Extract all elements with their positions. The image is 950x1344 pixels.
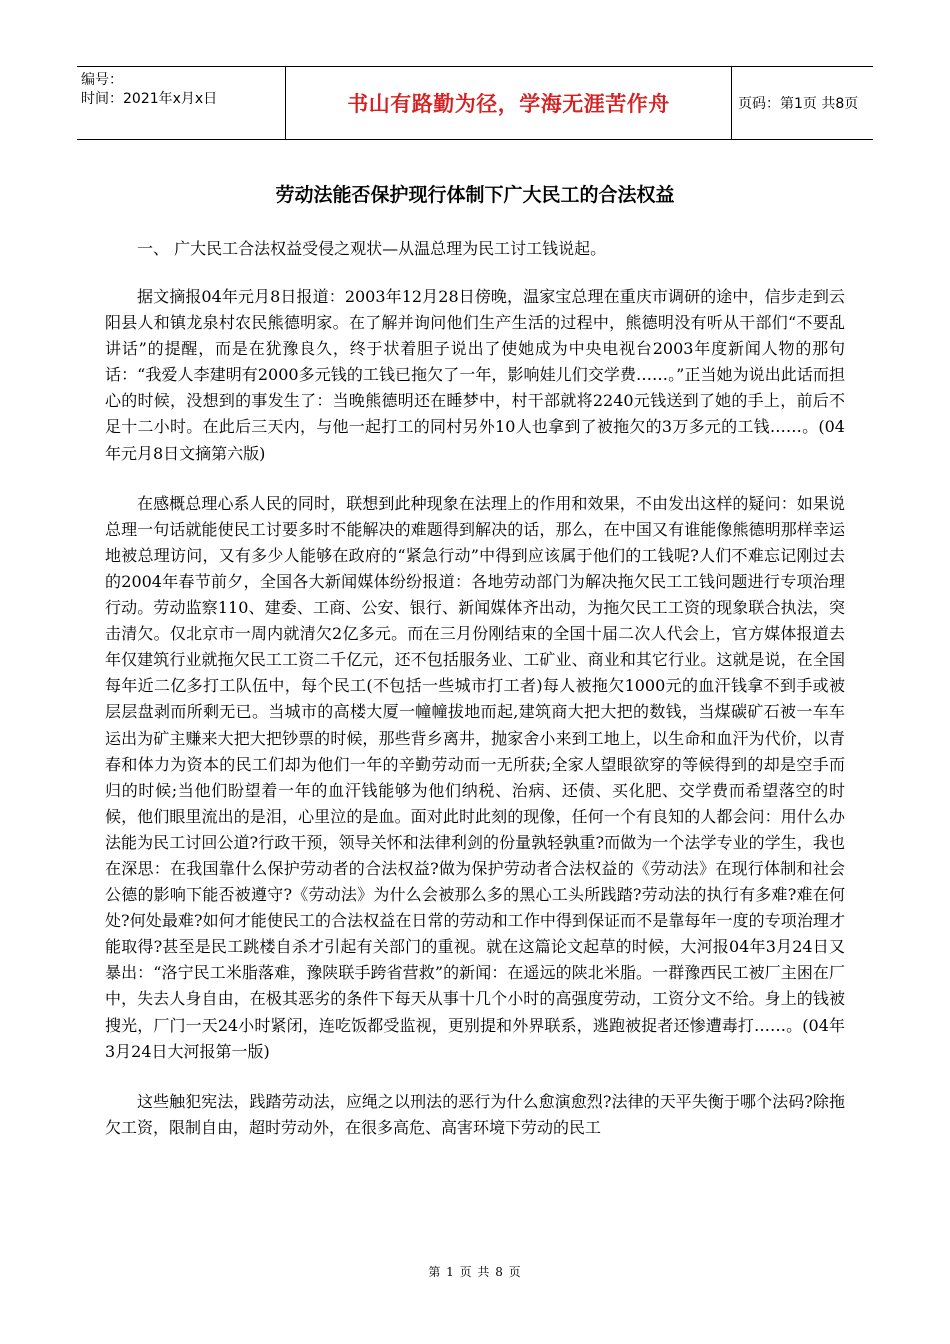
page-header [77, 66, 873, 140]
header-motto: 书山有路勤为径，学海无涯苦作舟 [347, 92, 670, 116]
document-title: 劳动法能否保护现行体制下广大民工的合法权益 [275, 184, 675, 206]
document-time-label: 时间：2021年x月x日 [81, 91, 218, 107]
body-paragraph: 据文摘报04年元月8日报道：2003年12月28日傍晚，温家宝总理在重庆市调研的途中，信步走到云阳县人和镇龙泉村农民熊德明家。在了解并询问他们生产生活的过程中，熊德明没有听从干部们“不要乱讲话”的提醒，而是在犹豫良久，终于状着胆子说出了使她成为中央电视台2003年度新闻人物的那句话：“我爱人李建明有2000多元钱的工钱已拖欠了一年，影响娃儿们交学费……。”正当她为说出此话而担心的时候，没想到的事发生了：当晚熊德明还在睡梦中，村干部就将2240元钱送到了她的手上，前后不足十二小时。在此后三天内，与他一起打工的同村另外10人也拿到了被拖欠的3万多元的工钱……。(04年元月8日文摘第六版) [105, 287, 845, 463]
document-number-label: 编号： [81, 72, 123, 88]
header-page-cell [732, 67, 873, 139]
section-heading: 一、 广大民工合法权益受侵之观状—从温总理为民工讨工钱说起。 [137, 239, 607, 258]
document-body [105, 236, 845, 1165]
header-page-info: 页码：第1页 共8页 [738, 96, 859, 112]
body-paragraph: 这些触犯宪法，践踏劳动法，应绳之以刑法的恶行为什么愈演愈烈?法律的天平失衡于哪个法码?除拖欠工资，限制自由，超时劳动外，在很多高危、高害环境下劳动的民工 [105, 1091, 845, 1137]
body-paragraph: 在感概总理心系人民的同时，联想到此种现象在法理上的作用和效果，不由发出这样的疑问：如果说总理一句话就能使民工讨要多时不能解决的难题得到解决的话，那么，在中国又有谁能像熊德明那样幸运地被总理访问，又有多少人能够在政府的“紧急行动”中得到应该属于他们的工钱呢?人们不难忘记刚过去的2004年春节前夕，全国各大新闻媒体纷纷报道：各地劳动部门为解决拖欠民工工钱问题进行专项治理行动。劳动监察110、建委、工商、公安、银行、新闻媒体齐出动，为拖欠民工工资的现象联合执法，突击清欠。仅北京市一周内就清欠2亿多元。而在三月份刚结束的全国十届二次人代会上，官方媒体报道去年仅建筑行业就拖欠民工工资二千亿元，还不包括服务业、工矿业、商业和其它行业。这就是说，在全国每年近二亿多打工队伍中，每个民工(不包括一些城市打工者)每人被拖欠1000元的血汗钱拿不到手或被层层盘剥而所剩无已。当城市的高楼大厦一幢幢拔地而起,建筑商大把大把的数钱，当煤碳矿石被一车车运出为矿主赚来大把大把钞票的时候，那些背乡离井，抛家舍小来到工地上，以生命和血汗为代价，以青春和体力为资本的民工们却为他们一年的辛勤劳动而一无所获;全家人望眼欲穿的等候得到的却是空手而归的时候;当他们盼望着一年的血汗钱能够为他们纳税、治病、还债、买化肥、交学费而希望落空的时候，他们眼里流出的是泪，心里泣的是血。面对此时此刻的现像，任何一个有良知的人都会问：用什么办法能为民工讨回公道?行政干预，领导关怀和法律利剑的份量孰轻孰重?而做为一个法学专业的学生，我也在深思：在我国靠什么保护劳动者的合法权益?做为保护劳动者合法权益的《劳动法》在现行体制和社会公德的影响下能否被遵守?《劳动法》为什么会被那么多的黑心工头所践踏?劳动法的执行有多难?难在何处?何处最难?如何才能使民工的合法权益在日常的劳动和工作中得到保证而不是靠每年一度的专项治理才能取得?甚至是民工跳楼自杀才引起有关部门的重视。就在这篇论文起草的时候，大河报04年3月24日又暴出：“洛宁民工米脂落难，豫陕联手跨省营救”的新闻：在遥远的陕北米脂。一群豫西民工被厂主困在厂中，失去人身自由，在极其恶劣的条件下每天从事十几个小时的高强度劳动，工资分文不给。身上的钱被搜光，厂门一天24小时紧闭，连吃饭都受监视，更别提和外界联系，逃跑被捉者还惨遭毒打……。(04年3月24日大河报第一版) [105, 493, 845, 1061]
page-footer: 第 1 页 共 8 页 [428, 1265, 522, 1279]
header-meta-cell [77, 67, 286, 139]
header-motto-cell [286, 67, 732, 139]
